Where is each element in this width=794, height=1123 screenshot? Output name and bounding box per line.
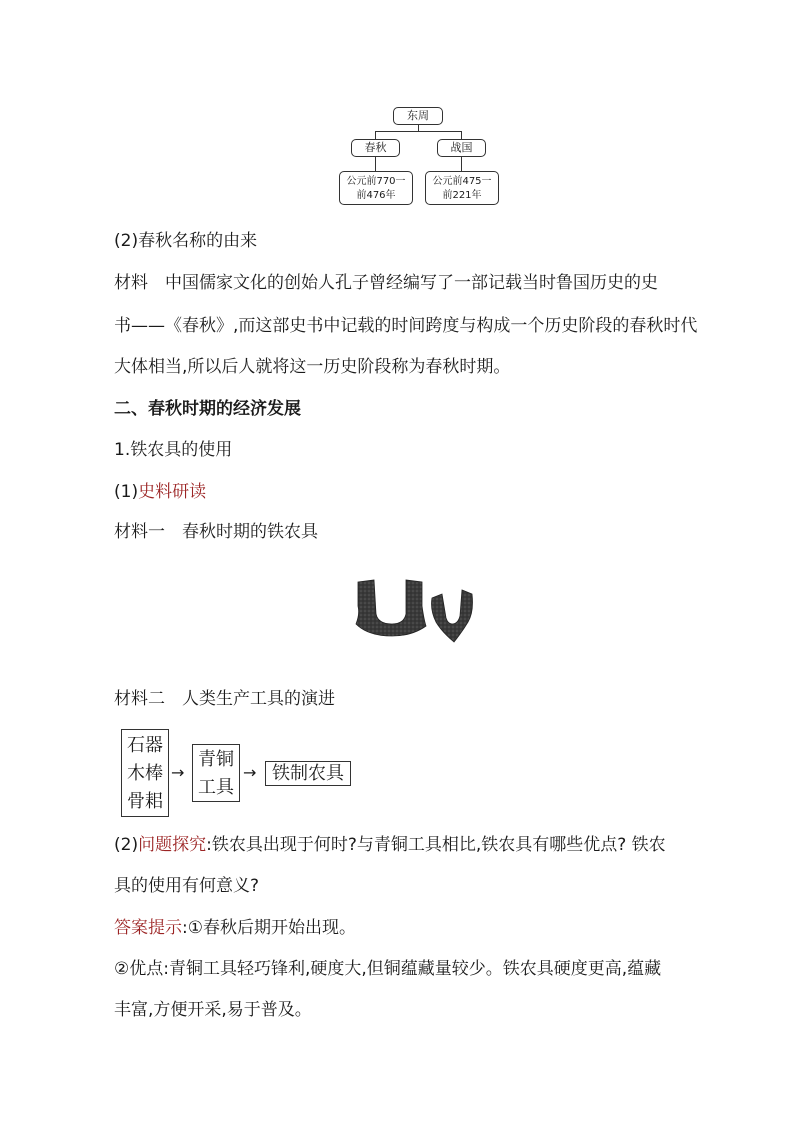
arrow-right-icon: →	[171, 763, 185, 782]
material-one-caption: 材料一 春秋时期的铁农具	[114, 522, 318, 542]
tree-period-zhanguo	[425, 171, 499, 205]
iron-hoe-shape	[356, 580, 426, 636]
inquiry-question	[114, 835, 666, 855]
bronze-tool-item: 青铜	[198, 749, 234, 770]
stone-tool-item: 木棒	[127, 763, 163, 784]
tree-line	[375, 131, 461, 132]
stone-tool-item: 骨耜	[127, 791, 163, 812]
section-title: 二、春秋时期的经济发展	[114, 399, 301, 419]
subheading-iron-tools: 1.铁农具的使用	[114, 440, 233, 460]
iron-tools-image	[352, 578, 482, 648]
bronze-tools-box	[192, 744, 240, 802]
period-line: 公元前475一	[432, 176, 492, 187]
answer-text-line: 丰富,方便开采,易于普及。	[114, 1000, 312, 1020]
tree-line	[461, 157, 462, 171]
stone-tools-box	[121, 729, 169, 817]
material-two-caption: 材料二 人类生产工具的演进	[114, 689, 335, 709]
tree-period-chunqiu	[339, 171, 413, 205]
bronze-tool-item: 工具	[198, 777, 234, 798]
material-text-line: 材料 中国儒家文化的创始人孔子曾经编写了一部记载当时鲁国历史的史	[114, 273, 658, 293]
tree-node-chunqiu	[351, 139, 400, 157]
tree-root-box	[393, 107, 443, 125]
study-prefix: (1)	[114, 482, 139, 502]
answer-label: 答案提示	[114, 918, 182, 938]
inquiry-question-cont: 具的使用有何意义?	[114, 876, 260, 896]
tree-node-label: 春秋	[364, 141, 387, 154]
tree-root-label: 东周	[407, 109, 429, 122]
stone-tool-item: 石器	[127, 735, 163, 756]
inquiry-label: 问题探究	[138, 835, 207, 855]
period-line: 前476年	[356, 190, 396, 201]
tree-node-zhanguo	[437, 139, 486, 157]
iron-tools-box	[265, 761, 351, 786]
tree-line	[461, 131, 462, 139]
inquiry-text: :铁农具出现于何时?与青铜工具相比,铁农具有哪些优点? 铁农	[206, 835, 666, 855]
iron-tool-item: 铁制农具	[272, 763, 344, 784]
study-label: 史料研读	[138, 482, 207, 502]
answer-hint	[114, 918, 356, 938]
subheading-name-origin: (2)春秋名称的由来	[114, 231, 258, 251]
tree-line	[375, 131, 376, 139]
tree-line	[375, 157, 376, 171]
period-line: 前221年	[442, 190, 482, 201]
material-text-line: 大体相当,所以后人就将这一历史阶段称为春秋时期。	[114, 357, 511, 377]
study-heading	[114, 482, 206, 502]
answer-text: :①春秋后期开始出现。	[182, 918, 356, 938]
material-text-line: 书——《春秋》,而这部史书中记载的时间跨度与构成一个历史阶段的春秋时代	[114, 316, 698, 336]
period-line: 公元前770一	[346, 176, 406, 187]
arrow-right-icon: →	[243, 763, 257, 782]
tree-node-label: 战国	[450, 141, 473, 154]
iron-spade-shape	[432, 590, 473, 642]
answer-text-line: ②优点:青铜工具轻巧锋利,硬度大,但铜蕴藏量较少。铁农具硬度更高,蕴藏	[114, 959, 662, 979]
inquiry-prefix: (2)	[114, 835, 139, 855]
